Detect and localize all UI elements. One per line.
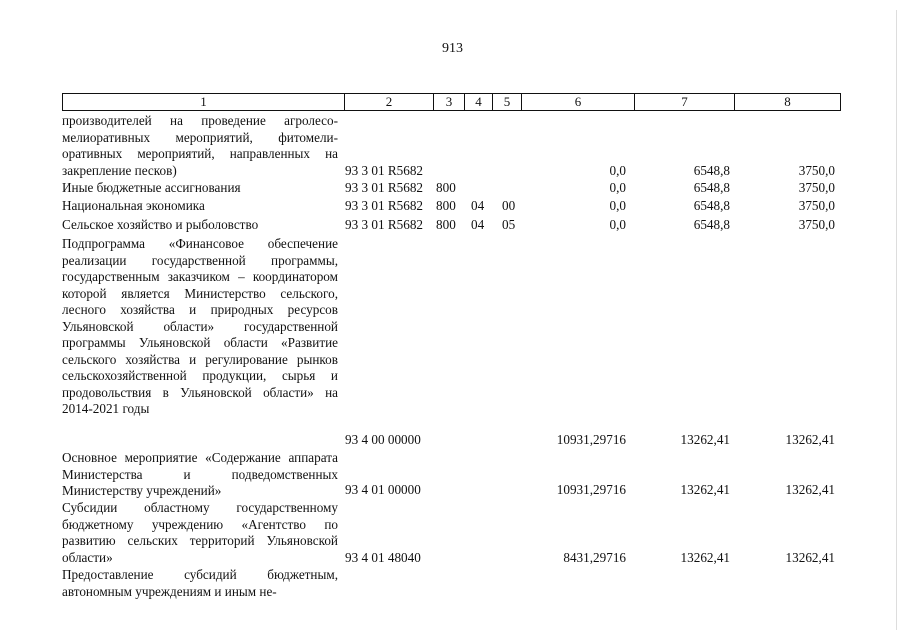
row-description: Подпрограмма «Финансовое обеспечение реализации государственной программы, государственным заказчиком – координатором которой является Министерство сельского, лесного хозяйства и природных ресурсов Ульяновской области» государственной программы Ульяновской области «Развитие сельского хозяйства и регулирование рынков сельскохозяйственной продукции, сырья и продовольствия в Ульяновской области» на 2014-2021 годы [62,236,338,416]
header-col-5: 5 [493,94,522,110]
header-col-8: 8 [784,94,791,109]
row-value-8: 3750,0 [798,217,835,232]
page-number: 913 [442,41,463,56]
table-row [62,113,841,179]
row-value-6: 0,0 [609,217,626,232]
row-col-3: 800 [436,198,456,213]
table-row [62,236,841,448]
header-col-4: 4 [465,94,493,110]
row-code: 93 4 00 00000 [345,432,421,447]
header-col-6: 6 [522,94,635,110]
row-description: Иные бюджетные ассигнования [62,180,241,195]
row-value-7: 6548,8 [693,217,730,232]
row-value-6: 0,0 [609,180,626,195]
row-value-6: 0,0 [609,162,626,178]
row-description: Предоставление субсидий бюджетным, автономным учреждениям и иным не- [62,567,338,599]
row-value-8: 13262,41 [785,432,835,447]
table-row [62,217,841,234]
row-value-8: 3750,0 [798,180,835,195]
row-description: Сельское хозяйство и рыболовство [62,217,259,232]
table-row [62,450,841,500]
row-col-5: 05 [502,217,516,232]
row-value-6: 0,0 [609,198,626,213]
scan-edge-mark [896,10,897,630]
row-value-7: 13262,41 [680,549,730,565]
header-col-2: 2 [345,94,434,110]
table-row [62,180,841,197]
row-value-6: 10931,29716 [556,482,626,497]
header-col-3: 3 [434,94,465,110]
row-code: 93 3 01 R5682 [345,162,424,178]
row-code: 93 4 01 00000 [345,482,421,497]
row-value-8: 3750,0 [798,162,835,178]
row-code: 93 3 01 R5682 [345,180,424,195]
row-value-8: 13262,41 [785,549,835,565]
row-value-7: 6548,8 [693,198,730,213]
row-value-6: 8431,29716 [563,549,626,565]
row-col-4: 04 [471,217,485,232]
header-col-1: 1 [63,94,345,110]
row-description: Национальная экономика [62,198,205,213]
row-value-7: 6548,8 [693,180,730,195]
row-value-7: 6548,8 [693,162,730,178]
row-value-6: 10931,29716 [556,432,626,447]
row-description: Основное мероприятие «Содержание аппарата Министерства и подведомственных Министерству учреждений» [62,450,338,498]
row-description: Субсидии областному государственному бюджетному учреждению «Агентство по развитию сельских территорий Ульяновской области» [62,500,338,565]
table-row [62,567,841,601]
row-code: 93 3 01 R5682 [345,217,424,232]
row-code: 93 3 01 R5682 [345,198,424,213]
row-value-8: 13262,41 [785,482,835,497]
row-value-7: 13262,41 [680,482,730,497]
row-value-8: 3750,0 [798,198,835,213]
row-col-3: 800 [436,180,456,195]
row-description: производителей на проведение агролесо-мелиоративных мероприятий, фитомели-оративных мероприятий, направленных на закрепление песков) [62,113,338,178]
row-col-4: 04 [471,198,485,213]
header-col-7: 7 [635,94,735,110]
table-row [62,500,841,566]
row-col-5: 00 [502,198,516,213]
row-code: 93 4 01 48040 [345,549,421,565]
table-row [62,198,841,215]
row-value-7: 13262,41 [680,432,730,447]
table-header [62,93,841,111]
row-col-3: 800 [436,217,456,232]
